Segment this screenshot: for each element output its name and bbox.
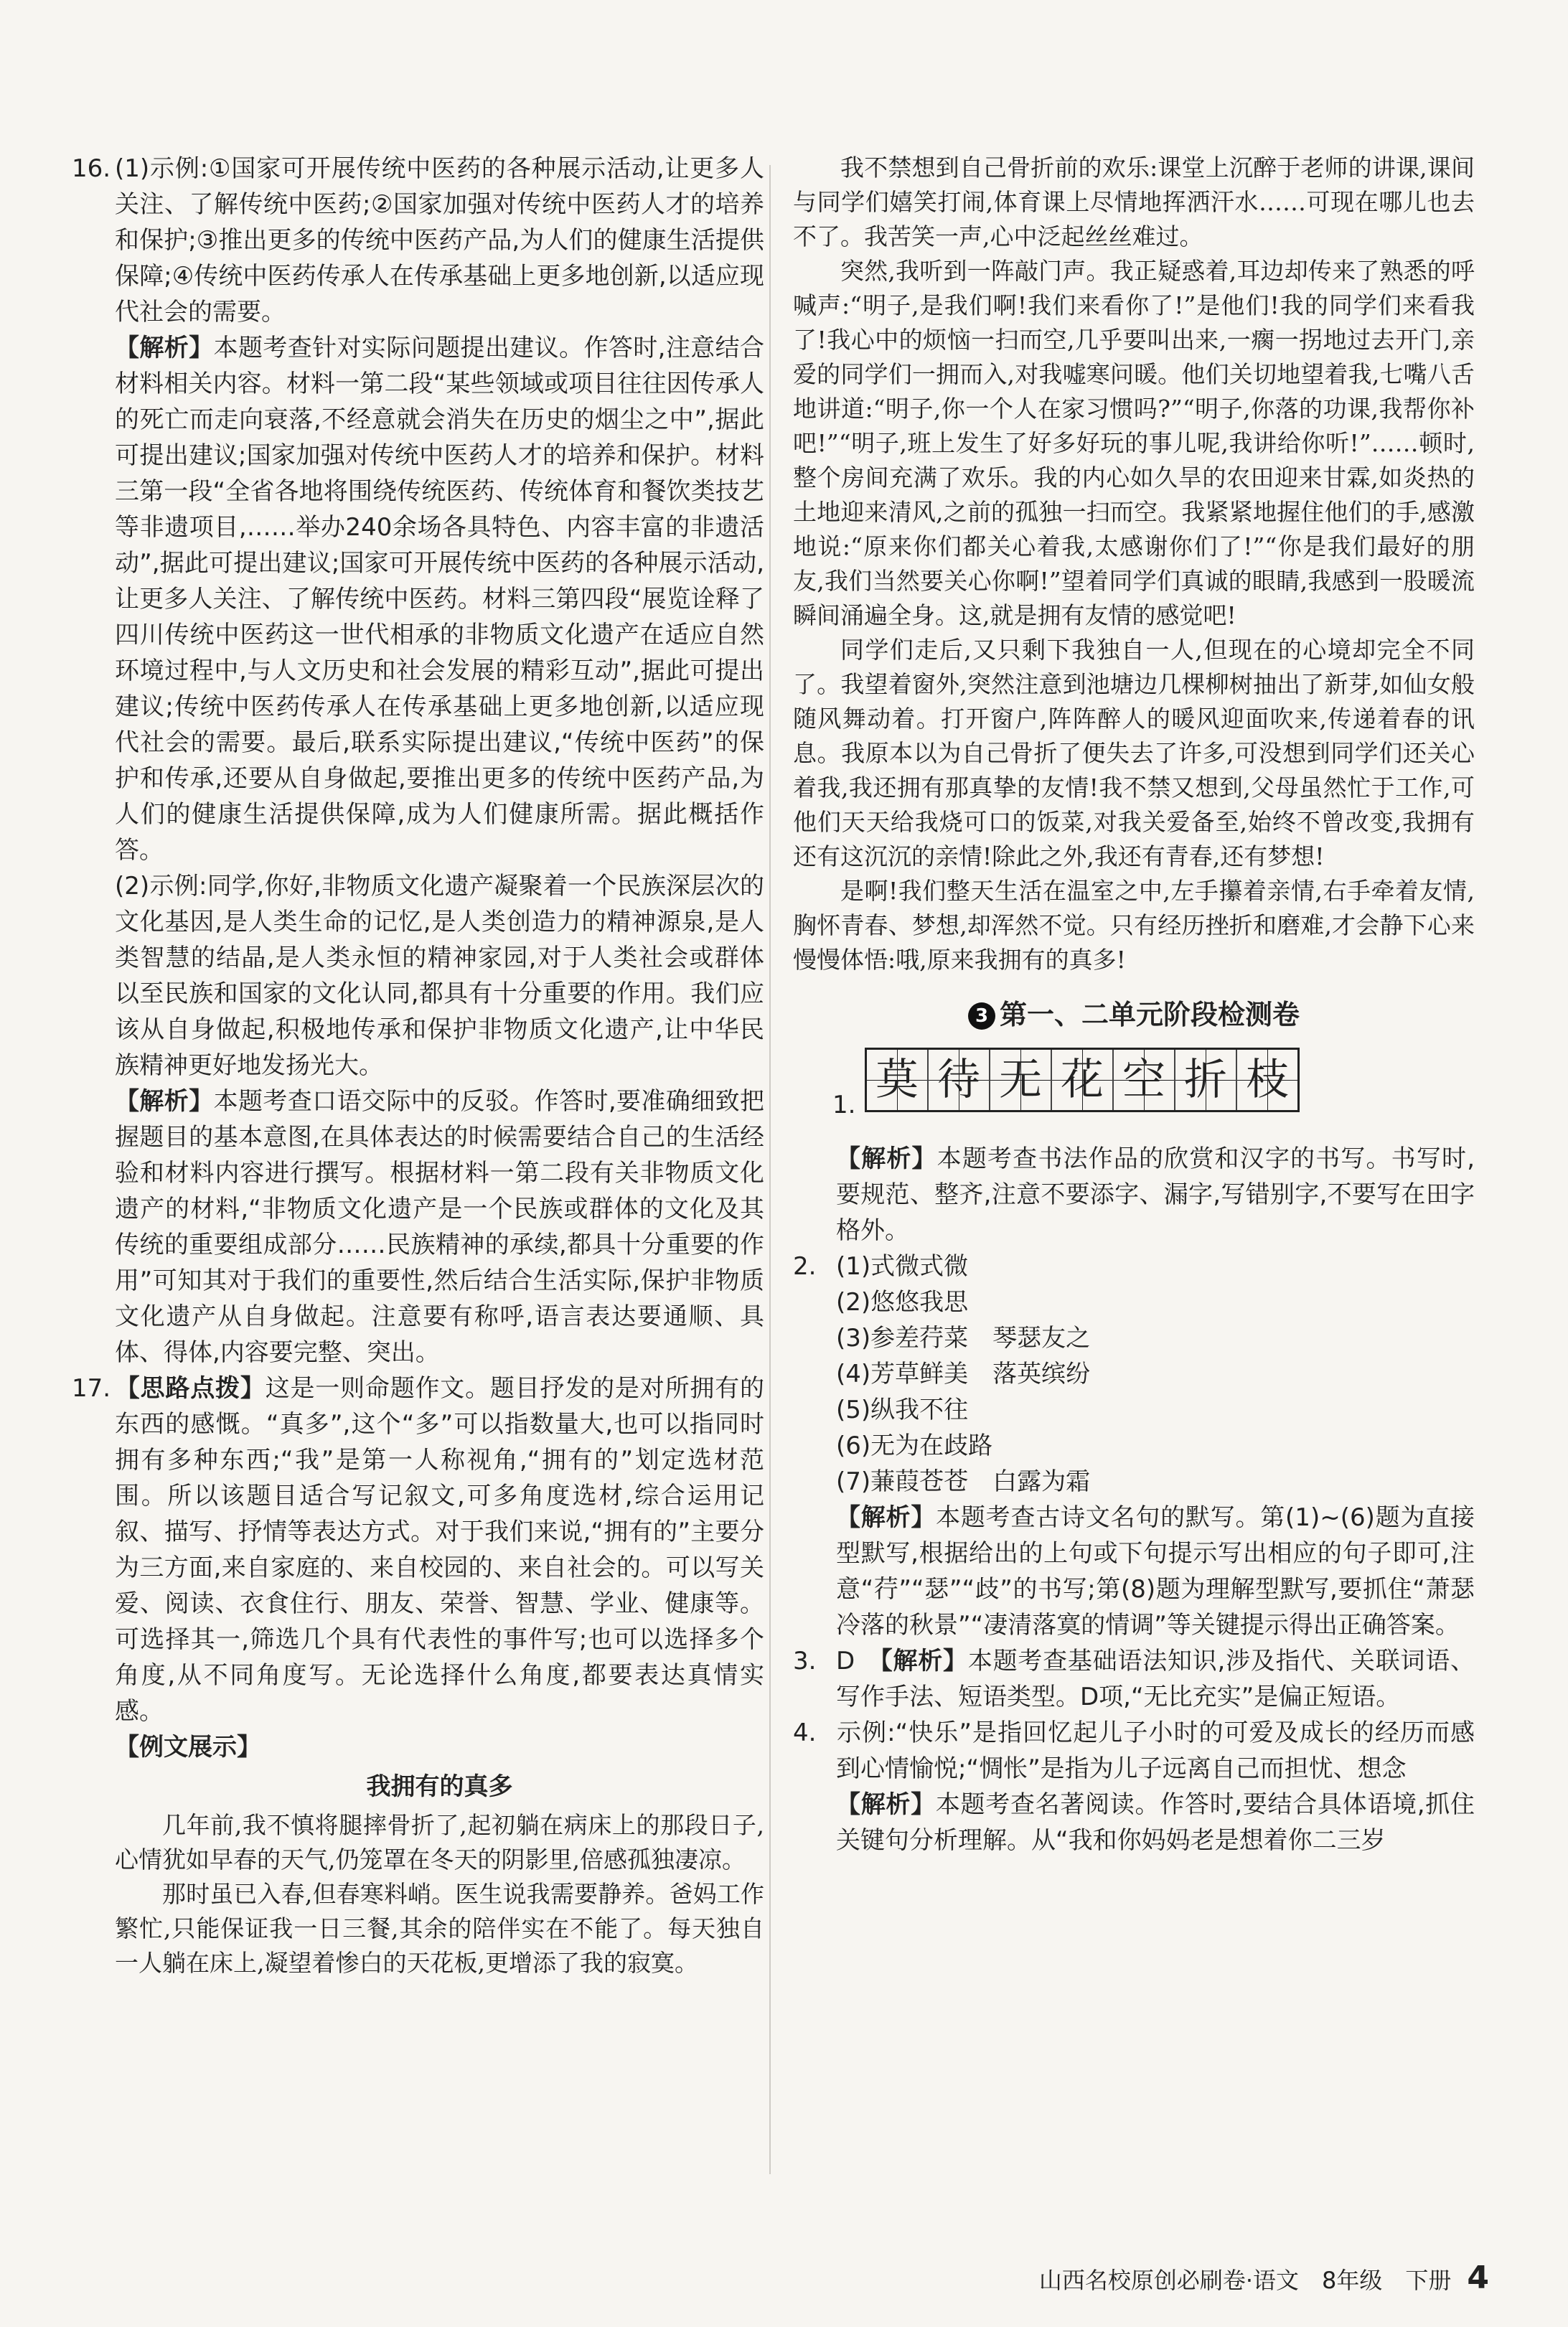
essay-paragraph: 突然,我听到一阵敲门声。我正疑惑着,耳边却传来了熟悉的呼喊声:“明子,是我们啊!我们来看你了!”是他们!我的同学们来看我了!我心中的烦恼一扫而空,几乎要叫出来,一瘸一拐地过去开门,亲爱的同学们一拥而入,对我嘘寒问暖。他们关切地望着我,七嘴八舌地讲道:“明子,你一个人在家习惯吗?”“明子,你落的功课,我帮你补吧!”“明子,班上发生了好多好玩的事儿呢,我讲给你听!”……顿时,整个房间充满了欢乐。我的内心如久旱的农田迎来甘霖,如炎热的土地迎来清风,之前的孤独一扫而空。我紧紧地握住他们的手,感激地说:“原来你们都关心着我,太感谢你们了!”“你是我们最好的朋友,我们当然要关心你啊!”望着同学们真诚的眼睛,我感到一股暖流瞬间涌遍全身。这,就是拥有友情的感觉吧! — [793, 257, 1475, 629]
q2-item: (4)芳草鲜美 落英缤纷 — [836, 1360, 1091, 1388]
q17-number: 17. — [72, 1374, 111, 1403]
column-divider — [769, 165, 771, 2174]
q16-part1-analysis: 【解析】本题考查针对实际问题提出建议。作答时,注意结合材料相关内容。材料一第二段“某些领域或项目往往因传承人的死亡而走向衰落,不经意就会消失在历史的烟尘之中”,据此可提出建议;国家加强对传统中医药人才的培养和保护。材料三第一段“全省各地将围绕传统医药、传统体育和餐饮类技艺等非遗项目,……举办240余场各具特色、内容丰富的非遗活动”,据此可提出建议;国家可开展传统中医药的各种展示活动,让更多人关注、了解传统中医药。材料三第四段“展览诠释了四川传统中医药这一世代相承的非物质文化遗产在适应自然环境过程中,与人文历史和社会发展的精彩互动”,据此可提出建议;传统中医药传承人在传承基础上更多地创新,以适应现代社会的需要。最后,联系实际提出建议,“传统中医药”的保护和传承,还要从自身做起,要推出更多的传统中医药产品,为人们的健康生活提供保障,成为人们健康所需。据此概括作答。 — [115, 334, 765, 865]
essay-paragraph: 几年前,我不慎将腿摔骨折了,起初躺在病床上的那段日子,心情犹如早春的天气,仍笼罩在冬天的阴影里,倍感孤独凄凉。 — [115, 1811, 764, 1874]
q2-item: (3)参差荇菜 琴瑟友之 — [836, 1324, 1091, 1353]
grid-cell: 花 — [1052, 1050, 1114, 1110]
q2-item: (6)无为在歧路 — [836, 1432, 993, 1460]
essay-paragraph: 同学们走后,又只剩下我独自一人,但现在的心境却完全不同了。我望着窗外,突然注意到池塘边几棵柳树抽出了新芽,如仙女般随风舞动着。打开窗户,阵阵醉人的暖风迎面吹来,传递着春的讯息。我原本以为自己骨折了便失去了许多,可没想到同学们还关心着我,我还拥有那真挚的友情!我不禁又想到,父母虽然忙于工作,可他们天天给我烧可口的饭菜,对我关爱备至,始终不曾改变,我拥有还有这沉沉的亲情!除此之外,我还有青春,还有梦想! — [793, 636, 1475, 870]
q4-answer: 4. 示例:“快乐”是指回忆起儿子小时的可爱及成长的经历而感到心情愉悦;“惆怅”是指为儿子远离自己而担忧、想念 — [793, 1715, 1475, 1787]
q2-item: (5)纵我不往 — [836, 1396, 969, 1424]
q1-analysis: 【解析】本题考查书法作品的欣赏和汉字的书写。书写时,要规范、整齐,注意不要添字、漏字,写错别字,不要写在田字格外。 — [836, 1144, 1475, 1245]
q17-guide: 17. 【思路点拨】这是一则命题作文。题目抒发的是对所拥有的东西的感慨。“真多”,这个“多”可以指数量大,也可以指同时拥有多种东西;“我”是第一人称视角,“拥有的”划定选材范围。所以该题目适合写记叙文,可多角度选材,综合运用记叙、描写、抒情等表达方式。对于我们来说,“拥有的”主要分为三方面,来自家庭的、来自校园的、来自社会的。可以写关爱、阅读、衣食住行、朋友、荣誉、智慧、学业、健康等。可选择其一,筛选几个具有代表性的事件写;也可以选择多个角度,从不同角度写。无论选择什么角度,都要表达真情实感。 — [72, 1371, 764, 1729]
q2-item: 2. (1)式微式微 — [793, 1249, 1475, 1284]
essay-paragraph: 那时虽已入春,但春寒料峭。医生说我需要静养。爸妈工作繁忙,只能保证我一日三餐,其余的陪伴实在不能了。每天独自一人躺在床上,凝望着惨白的天花板,更增添了我的寂寞。 — [115, 1880, 764, 1977]
grid-cell: 莫 — [867, 1050, 929, 1110]
essay-paragraph: 是啊!我们整天生活在温室之中,左手攥着亲情,右手牵着友情,胸怀青春、梦想,却浑然不觉。只有经历挫折和磨难,才会静下心来慢慢体悟:哦,原来我拥有的真多! — [793, 877, 1475, 974]
guide-label: 【思路点拨】 — [115, 1374, 266, 1403]
q16-part1-answer: 16. (1)示例:①国家可开展传统中医药的各种展示活动,让更多人关注、了解传统中医药;②国家加强对传统中医药人才的培养和保护;③推出更多的传统中医药产品,为人们的健康生活提供保障;④传统中医药传承人在传承基础上更多地创新,以适应现代社会的需要。 — [72, 151, 764, 330]
grid-cell: 折 — [1175, 1050, 1237, 1110]
grid-cell: 待 — [929, 1050, 990, 1110]
q2-analysis: 【解析】本题考查古诗文名句的默写。第(1)~(6)题为直接型默写,根据给出的上句或下句提示写出相应的句子即可,注意“荇”“瑟”“歧”的书写;第(8)题为理解型默写,要抓住“萧瑟冷落的秋景”“凄清落寞的情调”等关键提示得出正确答案。 — [836, 1503, 1475, 1640]
right-column — [793, 151, 1475, 1858]
section-title: 3 第一、二单元阶段检测卷 — [793, 993, 1475, 1036]
analysis-label: 【解析】 — [115, 1087, 214, 1116]
analysis-label: 【解析】 — [115, 334, 214, 362]
q2-item: (7)蒹葭苍苍 白露为霜 — [836, 1467, 1091, 1496]
q1-calligraphy-row — [832, 1048, 1475, 1141]
q4-analysis: 【解析】本题考查名著阅读。作答时,要结合具体语境,抓住关键句分析理解。从“我和你妈妈老是想着你二三岁 — [836, 1790, 1475, 1855]
essay-paragraph: 我不禁想到自己骨折前的欢乐:课堂上沉醉于老师的讲课,课间与同学们嬉笑打闹,体育课上尽情地挥洒汗水……可现在哪儿也去不了。我苦笑一声,心中泛起丝丝难过。 — [793, 154, 1475, 250]
q1-number: 1. — [832, 1091, 856, 1119]
tianzige-grid — [865, 1048, 1300, 1112]
q3-number: 3. — [793, 1647, 817, 1675]
q2-number: 2. — [793, 1252, 817, 1281]
q16-part2-analysis: 【解析】本题考查口语交际中的反驳。作答时,要准确细致把握题目的基本意图,在具体表达的时候需要结合自己的生活经验和材料内容进行撰写。根据材料一第二段有关非物质文化遗产的材料,“非物质文化遗产是一个民族或群体的文化及其传统的重要组成部分……民族精神的承续,都具十分重要的作用”可知其对于我们的重要性,然后结合生活实际,保护非物质文化遗产从自身做起。注意要有称呼,语言表达要通顺、具体、得体,内容要完整、突出。 — [115, 1087, 765, 1367]
q16-number: 16. — [72, 154, 111, 183]
footer-book-title: 山西名校原创必刷卷·语文 8年级 下册 — [1038, 2267, 1452, 2294]
q4-number: 4. — [793, 1719, 817, 1747]
page-number: 4 — [1467, 2260, 1489, 2296]
grid-cell: 枝 — [1237, 1050, 1297, 1110]
grid-cell: 空 — [1114, 1050, 1175, 1110]
section-number-badge: 3 — [968, 1002, 995, 1030]
page-footer — [1039, 2260, 1489, 2298]
grid-cell: 无 — [990, 1050, 1052, 1110]
q2-item: (2)悠悠我思 — [836, 1288, 969, 1317]
q16-part2-answer: (2)示例:同学,你好,非物质文化遗产凝聚着一个民族深层次的文化基因,是人类生命的记忆,是人类创造力的精神源泉,是人类智慧的结晶,是人类永恒的精神家园,对于人类社会或群体以至民族和国家的文化认同,都具有十分重要的作用。我们应该从自身做起,积极地传承和保护非物质文化遗产,让中华民族精神更好地发扬光大。 — [115, 872, 764, 1080]
example-label: 【例文展示】 — [115, 1733, 261, 1762]
essay-title: 我拥有的真多 — [366, 1772, 513, 1801]
left-column — [72, 151, 764, 1980]
q3-answer: 3. D 【解析】本题考查基础语法知识,涉及指代、关联词语、写作手法、短语类型。D项,“无比充实”是偏正短语。 — [793, 1643, 1475, 1715]
